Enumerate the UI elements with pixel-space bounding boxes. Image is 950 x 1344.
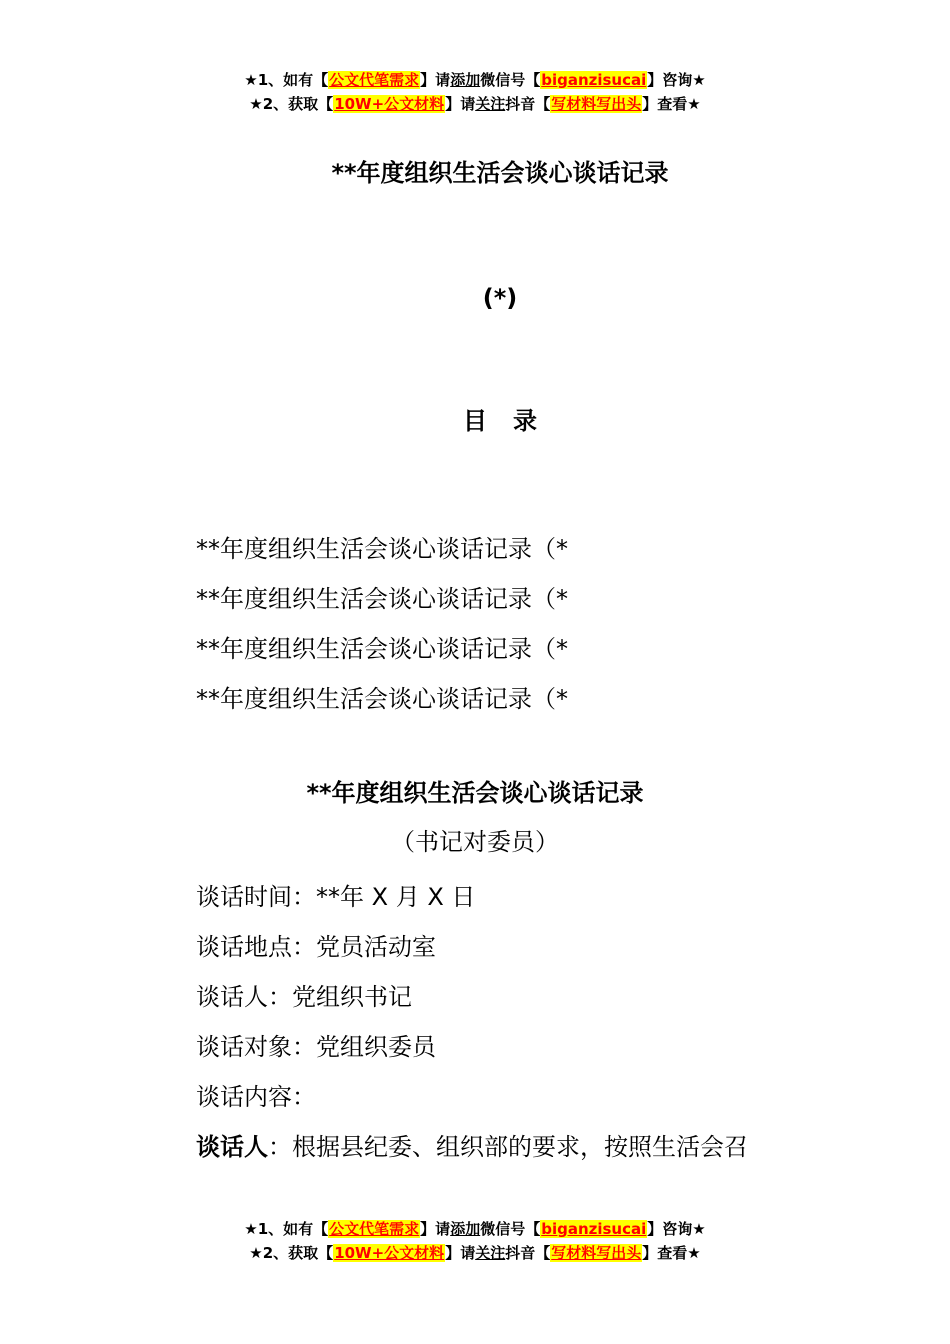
banner-line-2 [0,1241,950,1265]
banner-line-2 [0,92,950,116]
record-line: 谈话时间：**年 X 月 X 日 [196,883,476,911]
banner-text: 】请 [445,1244,476,1262]
banner-highlight: 写材料写出头 [551,95,642,113]
section-title: **年度组织生活会谈心谈话记录 [306,779,644,807]
banner-text: 】请 [420,71,451,89]
record-line: 谈话人：党组织书记 [196,983,412,1011]
banner-text: 】查看★ [642,95,701,113]
toc-item[interactable]: **年度组织生活会谈心谈话记录（* [196,635,568,663]
banner-text: ★1、如有【 [244,71,329,89]
toc-item[interactable]: **年度组织生活会谈心谈话记录（* [196,585,568,613]
banner-text: 抖音【 [505,1244,551,1262]
banner-underline: 关注 [475,95,506,113]
banner-line-1 [0,68,950,92]
document-paren: (*) [482,284,518,312]
bottom-banner [0,1217,950,1265]
document-title: **年度组织生活会谈心谈话记录 [331,159,669,187]
record-line: 谈话内容： [196,1083,316,1111]
banner-text: ★2、获取【 [249,1244,334,1262]
toc-heading-char: 录 [513,407,537,435]
banner-highlight: 写材料写出头 [551,1244,642,1262]
banner-text: 微信号【 [480,1220,541,1238]
toc-item[interactable]: **年度组织生活会谈心谈话记录（* [196,535,568,563]
banner-highlight: 10W+公文材料 [334,95,445,113]
banner-text: ★2、获取【 [249,95,334,113]
speech-speaker: 谈话人 [196,1133,268,1161]
banner-text: 抖音【 [505,95,551,113]
banner-text: 】咨询★ [647,1220,706,1238]
banner-highlight: 公文代笔需求 [329,71,420,89]
table-of-contents [196,524,568,724]
speech-line [196,1122,748,1172]
banner-text: 】咨询★ [647,71,706,89]
section-subtitle: （书记对委员） [391,828,559,856]
banner-text: 】请 [445,95,476,113]
banner-highlight: biganzisucai [541,1220,647,1238]
banner-highlight: 公文代笔需求 [329,1220,420,1238]
toc-item[interactable]: **年度组织生活会谈心谈话记录（* [196,685,568,713]
record-line: 谈话地点：党员活动室 [196,933,436,961]
banner-text: 】查看★ [642,1244,701,1262]
banner-text: 微信号【 [480,71,541,89]
speech-text: ：根据县纪委、组织部的要求，按照生活会召 [268,1133,748,1161]
banner-text: ★1、如有【 [244,1220,329,1238]
banner-underline: 关注 [475,1244,506,1262]
banner-line-1 [0,1217,950,1241]
banner-underline: 添加 [450,1220,481,1238]
toc-heading [25,404,950,438]
banner-highlight: 10W+公文材料 [334,1244,445,1262]
top-banner [0,68,950,116]
banner-highlight: biganzisucai [541,71,647,89]
banner-underline: 添加 [450,71,481,89]
banner-text: 】请 [420,1220,451,1238]
record-line: 谈话对象：党组织委员 [196,1033,436,1061]
record-body [196,872,748,1172]
toc-heading-char: 目 [463,407,487,435]
